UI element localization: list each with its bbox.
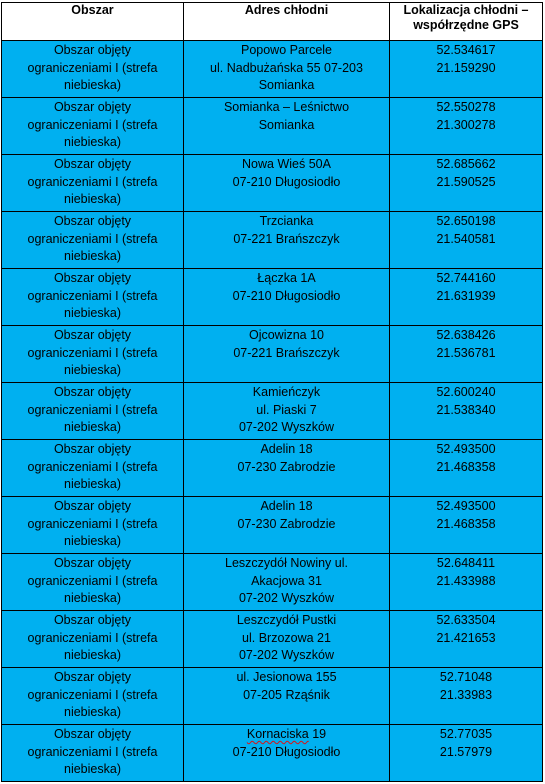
cell-gps <box>390 326 543 383</box>
area-line: niebieska) <box>64 306 121 320</box>
header-area-label: Obszar <box>71 3 114 17</box>
table-row <box>2 41 543 98</box>
area-line: ograniczeniami I (strefa <box>27 459 158 474</box>
cell-address <box>184 269 390 326</box>
gps-latitude: 52.685662 <box>436 157 496 171</box>
cell-gps <box>390 212 543 269</box>
cell-gps <box>390 668 543 725</box>
cell-address <box>184 98 390 155</box>
table-row <box>2 611 543 668</box>
area-line: niebieska) <box>64 534 121 548</box>
cell-area <box>2 725 184 782</box>
gps-longitude: 21.433988 <box>436 573 496 588</box>
cell-gps <box>390 269 543 326</box>
address-line: Popowo Parcele <box>240 43 333 57</box>
address-line: Trzcianka <box>259 214 314 228</box>
address-line: Adelin 18 <box>260 442 313 456</box>
cell-address <box>184 554 390 611</box>
header-address-label: Adres chłodni <box>244 3 329 17</box>
area-line: Obszar objęty <box>53 328 132 342</box>
cell-gps <box>390 383 543 440</box>
cold-storage-table <box>1 2 543 782</box>
gps-longitude: 21.590525 <box>436 174 496 189</box>
cell-gps <box>390 611 543 668</box>
cell-area <box>2 326 184 383</box>
address-line: Leszczydół Nowiny ul. <box>225 556 348 570</box>
address-line: 07-221 Brańszczyk <box>233 345 340 360</box>
address-line: 07-230 Zabrodzie <box>237 459 336 474</box>
cell-address <box>184 668 390 725</box>
area-line: ograniczeniami I (strefa <box>27 573 158 588</box>
area-line: ograniczeniami I (strefa <box>27 60 158 75</box>
area-line: Obszar objęty <box>53 442 132 456</box>
table-row <box>2 554 543 611</box>
address-line: Ojcowizna 10 <box>248 328 325 342</box>
table-row <box>2 440 543 497</box>
table-row <box>2 668 543 725</box>
cell-address <box>184 326 390 383</box>
cell-area <box>2 269 184 326</box>
cell-address <box>184 440 390 497</box>
address-line: 07-202 Wyszków <box>238 648 335 662</box>
table-row <box>2 383 543 440</box>
area-line: ograniczeniami I (strefa <box>27 630 158 645</box>
table-row <box>2 326 543 383</box>
area-line: Obszar objęty <box>53 670 132 684</box>
area-line: niebieska) <box>64 249 121 263</box>
table-row <box>2 212 543 269</box>
area-line: ograniczeniami I (strefa <box>27 516 158 531</box>
area-line: ograniczeniami I (strefa <box>27 174 158 189</box>
gps-longitude: 21.468358 <box>436 459 496 474</box>
address-line: Somianka – Leśnictwo <box>223 100 350 114</box>
address-line: Łączka 1A <box>257 271 316 285</box>
area-line: ograniczeniami I (strefa <box>27 117 158 132</box>
header-row <box>2 3 543 41</box>
address-line: 07-210 Długosiodło <box>232 174 341 189</box>
cell-area <box>2 668 184 725</box>
cell-area <box>2 554 184 611</box>
gps-longitude: 21.536781 <box>436 345 496 360</box>
area-line: Obszar objęty <box>53 100 132 114</box>
table-row <box>2 725 543 782</box>
area-line: niebieska) <box>64 420 121 434</box>
header-gps-label-line2: współrzędne GPS <box>413 18 519 32</box>
gps-latitude: 52.650198 <box>436 214 496 228</box>
cell-gps <box>390 554 543 611</box>
cell-address <box>184 611 390 668</box>
area-line: Obszar objęty <box>53 271 132 285</box>
area-line: niebieska) <box>64 705 121 719</box>
area-line: ograniczeniami I (strefa <box>27 744 158 759</box>
address-line: ul. Piaski 7 <box>256 402 317 417</box>
area-line: niebieska) <box>64 363 121 377</box>
gps-latitude: 52.600240 <box>436 385 496 399</box>
area-line: Obszar objęty <box>53 157 132 171</box>
address-line: Somianka <box>258 78 315 92</box>
header-gps <box>390 3 543 41</box>
gps-latitude: 52.648411 <box>436 556 496 570</box>
cell-address <box>184 725 390 782</box>
gps-longitude: 21.57979 <box>439 744 493 759</box>
cell-address <box>184 155 390 212</box>
cell-gps <box>390 98 543 155</box>
gps-longitude: 21.538340 <box>436 402 496 417</box>
table-row <box>2 269 543 326</box>
cell-area <box>2 440 184 497</box>
area-line: Obszar objęty <box>53 43 132 57</box>
address-line: 07-210 Długosiodło <box>232 744 341 759</box>
address-line: ul. Brzozowa 21 <box>242 630 331 645</box>
gps-longitude: 21.631939 <box>436 288 496 303</box>
gps-latitude: 52.534617 <box>436 43 496 57</box>
area-line: ograniczeniami I (strefa <box>27 288 158 303</box>
cell-address <box>184 383 390 440</box>
area-line: Obszar objęty <box>53 613 132 627</box>
address-line: Leszczydół Pustki <box>236 613 337 627</box>
table-row <box>2 497 543 554</box>
address-line: 07-230 Zabrodzie <box>237 516 336 531</box>
cell-address <box>184 497 390 554</box>
table-row <box>2 98 543 155</box>
cell-area <box>2 383 184 440</box>
area-line: niebieska) <box>64 192 121 206</box>
area-line: ograniczeniami I (strefa <box>27 345 158 360</box>
table-row <box>2 155 543 212</box>
address-line: Somianka <box>258 117 315 132</box>
spellcheck-underline: Kornaciska <box>246 727 309 741</box>
address-line: Nowa Wieś 50A <box>242 157 331 171</box>
cell-area <box>2 41 184 98</box>
cell-address <box>184 41 390 98</box>
address-line: Kamieńczyk <box>252 385 321 399</box>
gps-longitude: 21.421653 <box>436 630 496 645</box>
area-line: Obszar objęty <box>53 214 132 228</box>
cell-gps <box>390 497 543 554</box>
address-line: 07-221 Brańszczyk <box>233 231 340 246</box>
gps-longitude: 21.300278 <box>436 117 496 132</box>
gps-latitude: 52.638426 <box>436 328 496 342</box>
address-line: 07-202 Wyszków <box>238 420 335 434</box>
gps-latitude: 52.633504 <box>436 613 496 627</box>
address-line: ul. Jesionowa 155 <box>236 670 337 684</box>
area-line: Obszar objęty <box>53 556 132 570</box>
gps-latitude: 52.71048 <box>439 670 493 684</box>
address-line: Akacjowa 31 <box>251 573 322 588</box>
gps-latitude: 52.744160 <box>436 271 496 285</box>
cell-gps <box>390 440 543 497</box>
area-line: Obszar objęty <box>53 385 132 399</box>
table-wrapper <box>1 2 543 782</box>
header-gps-label-line1: Lokalizacja chłodni – <box>403 3 529 17</box>
area-line: niebieska) <box>64 78 121 92</box>
gps-longitude: 21.468358 <box>436 516 496 531</box>
gps-longitude: 21.159290 <box>436 60 496 75</box>
address-line: Kornaciska 19 <box>246 727 327 741</box>
gps-latitude: 52.493500 <box>436 442 496 456</box>
cell-gps <box>390 41 543 98</box>
address-line: ul. Nadbużańska 55 07-203 <box>210 60 363 75</box>
area-line: Obszar objęty <box>53 727 132 741</box>
cell-gps <box>390 725 543 782</box>
area-line: ograniczeniami I (strefa <box>27 687 158 702</box>
area-line: ograniczeniami I (strefa <box>27 231 158 246</box>
gps-latitude: 52.77035 <box>439 727 493 741</box>
header-area <box>2 3 184 41</box>
address-line: 07-205 Rząśnik <box>243 687 330 702</box>
address-line: 07-202 Wyszków <box>238 591 335 605</box>
area-line: niebieska) <box>64 591 121 605</box>
cell-area <box>2 155 184 212</box>
area-line: niebieska) <box>64 648 121 662</box>
area-line: ograniczeniami I (strefa <box>27 402 158 417</box>
cell-area <box>2 212 184 269</box>
area-line: niebieska) <box>64 477 121 491</box>
cell-area <box>2 611 184 668</box>
gps-longitude: 21.33983 <box>439 687 493 702</box>
address-line: 07-210 Długosiodło <box>232 288 341 303</box>
area-line: niebieska) <box>64 762 121 776</box>
gps-latitude: 52.550278 <box>436 100 496 114</box>
gps-latitude: 52.493500 <box>436 499 496 513</box>
address-line: Adelin 18 <box>260 499 313 513</box>
gps-longitude: 21.540581 <box>436 231 496 246</box>
cell-address <box>184 212 390 269</box>
header-address <box>184 3 390 41</box>
cell-gps <box>390 155 543 212</box>
table-body <box>2 41 543 782</box>
area-line: niebieska) <box>64 135 121 149</box>
cell-area <box>2 497 184 554</box>
area-line: Obszar objęty <box>53 499 132 513</box>
cell-area <box>2 98 184 155</box>
